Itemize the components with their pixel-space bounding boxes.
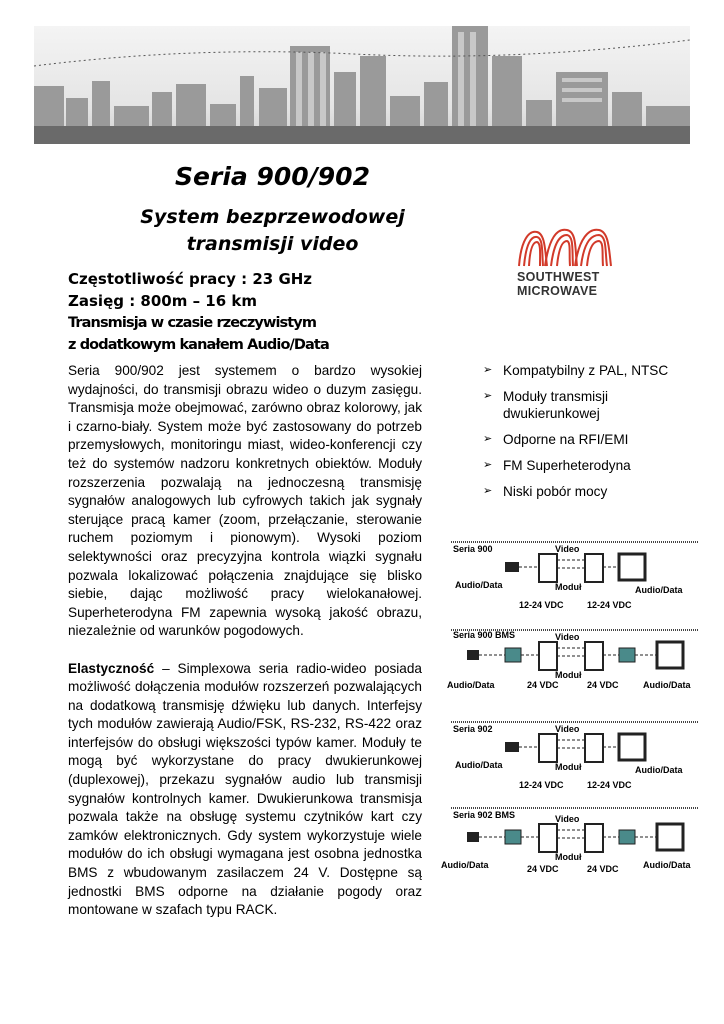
bms-unit-icon — [505, 648, 521, 662]
paragraph-flexibility-text: – Simplexowa seria radio-wideo posiada możliwość dołączenia modułów rozszerzeń pozwalających na dodatkową transmisję dźwięku lub danych. Interfejsy tych modułów zawierają Audio/FSK, RS-232, RS-422 oraz interfejsów do obsługi większości typów kamer. Moduły te mogą być wykorzystane do pracy dwukierunkowej (duplexowej), przekazu sygnałów audio lub transmisji sygnałów kontrolnych kamer. Dwukierunkowa transmisja pozwala także na obsługę systemu czytników kart czy zamków elektronicznych. Gdy system wykorzystuje wiele modułów do ich obsługi wymagana jest osobna jednostka BMS z wbudowanym zasilaczem 24 V. Dostępne są jednostki BMS odporne na działanie pogody oraz montowane w szafach typu RACK. — [68, 660, 422, 918]
audio-data-left-label: Audio/Data — [455, 760, 503, 770]
system-diagrams — [441, 538, 702, 898]
bms-unit-icon — [619, 830, 635, 844]
skyline-image — [34, 26, 690, 144]
diagram-seria-900 — [447, 538, 702, 618]
power-right-label: 24 VDC — [587, 680, 619, 690]
power-left-label: 24 VDC — [527, 864, 559, 874]
feature-label: Kompatybilny z PAL, NTSC — [503, 363, 669, 378]
power-left-label: 12-24 VDC — [519, 780, 564, 790]
feature-item — [483, 457, 668, 474]
audio-data-right-label: Audio/Data — [635, 765, 683, 775]
body-text — [68, 362, 422, 938]
module-label: Moduł — [555, 762, 582, 772]
page-subtitle — [0, 204, 545, 258]
feature-list — [483, 362, 668, 509]
subtitle-line-1: System bezprzewodowej — [140, 206, 405, 228]
feature-item — [483, 483, 668, 500]
paragraph-intro: Seria 900/902 jest systemem o bardzo wysokiej wydajności, do transmisji obrazu wideo o duzym zasięgu. Transmisja może obejmować, zarówno obraz kolorowy, jak i czarno-biały. System może być zastosowany do potrzeb przemysłowych, monitoringu miast, wideo-konferencji czy też do systemów nadzoru konkretnych obiektów. Moduły rozszerzenia pozwalają na jednoczesną transmisję sygnałów analogowych lub cyfrowych takich jak sygnały sterujące pracą kamer (zoom, przełączanie, sterowanie ruchem poziomym i pionowym). Wysoki poziom selektywności oraz precyzyjna kontrola wiązki sygnału pozwala lokalizować połączenia znajdujące się blisko siebie, dając możliwość pracy wielokanałowej. Superheterodyna FM zapewnia wysoką jakość obrazu, niezależnie od warunków pogodowych. — [68, 363, 422, 639]
monitor-icon — [619, 734, 645, 760]
transmitter-module-icon — [539, 642, 557, 670]
arrow-bullet-icon: ➢ — [483, 390, 493, 402]
paragraph-flexibility — [68, 660, 422, 920]
bms-unit-icon — [619, 648, 635, 662]
spec-realtime-line-2: z dodatkowym kanałem Audio/Data — [68, 337, 329, 353]
feature-label: Odporne na RFI/EMI — [503, 432, 629, 447]
arrow-bullet-icon: ➢ — [483, 459, 493, 471]
audio-data-left-label: Audio/Data — [447, 680, 495, 690]
transmitter-module-icon — [539, 554, 557, 582]
power-left-label: 24 VDC — [527, 680, 559, 690]
spec-range: Zasięg : 800m – 16 km — [68, 292, 258, 310]
camera-icon — [467, 650, 479, 660]
logo-line-2: MICROWAVE — [517, 284, 598, 298]
diagram-seria-902-bms — [441, 804, 702, 890]
feature-item — [483, 431, 668, 448]
monitor-icon — [657, 642, 683, 668]
logo-text — [517, 270, 600, 298]
power-right-label: 24 VDC — [587, 864, 619, 874]
receiver-module-icon — [585, 554, 603, 582]
feature-label: FM Superheterodyna — [503, 458, 631, 473]
logo-line-1: SOUTHWEST — [517, 270, 600, 284]
receiver-module-icon — [585, 734, 603, 762]
audio-data-left-label: Audio/Data — [441, 860, 489, 870]
arrow-bullet-icon: ➢ — [483, 433, 493, 445]
transmitter-module-icon — [539, 734, 557, 762]
audio-data-right-label: Audio/Data — [643, 860, 691, 870]
specs-block — [68, 268, 329, 356]
feature-item — [483, 362, 668, 379]
diagram-seria-900-bms — [447, 626, 702, 706]
feature-item — [483, 388, 643, 422]
paragraph-flexibility-heading: Elastyczność — [68, 660, 155, 676]
power-right-label: 12-24 VDC — [587, 600, 632, 610]
audio-data-right-label: Audio/Data — [643, 680, 691, 690]
city-skyline-banner — [34, 26, 690, 144]
monitor-icon — [619, 554, 645, 580]
monitor-icon — [657, 824, 683, 850]
spec-realtime-line-1: Transmisja w czasie rzeczywistym — [68, 315, 317, 331]
power-right-label: 12-24 VDC — [587, 780, 632, 790]
bms-unit-icon — [505, 830, 521, 844]
video-label: Video — [555, 632, 580, 642]
diagram-label: Seria 902 — [453, 724, 493, 734]
diagram-seria-902 — [447, 718, 702, 798]
video-label: Video — [555, 814, 580, 824]
video-label: Video — [555, 544, 580, 554]
subtitle-line-2: transmisji video — [186, 233, 359, 255]
camera-icon — [505, 562, 519, 572]
transmitter-module-icon — [539, 824, 557, 852]
module-label: Moduł — [555, 670, 582, 680]
diagram-label: Seria 900 BMS — [453, 630, 516, 640]
spec-frequency: Częstotliwość pracy : 23 GHz — [68, 270, 313, 288]
arrow-bullet-icon: ➢ — [483, 364, 493, 376]
module-label: Moduł — [555, 582, 582, 592]
power-left-label: 12-24 VDC — [519, 600, 564, 610]
audio-data-right-label: Audio/Data — [635, 585, 683, 595]
module-label: Moduł — [555, 852, 582, 862]
diagram-label: Seria 902 BMS — [453, 810, 516, 820]
feature-label: Niski pobór mocy — [503, 484, 608, 499]
receiver-module-icon — [585, 824, 603, 852]
feature-label: Moduły transmisji dwukierunkowej — [503, 389, 608, 421]
video-label: Video — [555, 724, 580, 734]
camera-icon — [467, 832, 479, 842]
page-title: Seria 900/902 — [175, 162, 370, 191]
camera-icon — [505, 742, 519, 752]
diagram-label: Seria 900 — [453, 544, 493, 554]
audio-data-left-label: Audio/Data — [455, 580, 503, 590]
receiver-module-icon — [585, 642, 603, 670]
arrow-bullet-icon: ➢ — [483, 485, 493, 497]
